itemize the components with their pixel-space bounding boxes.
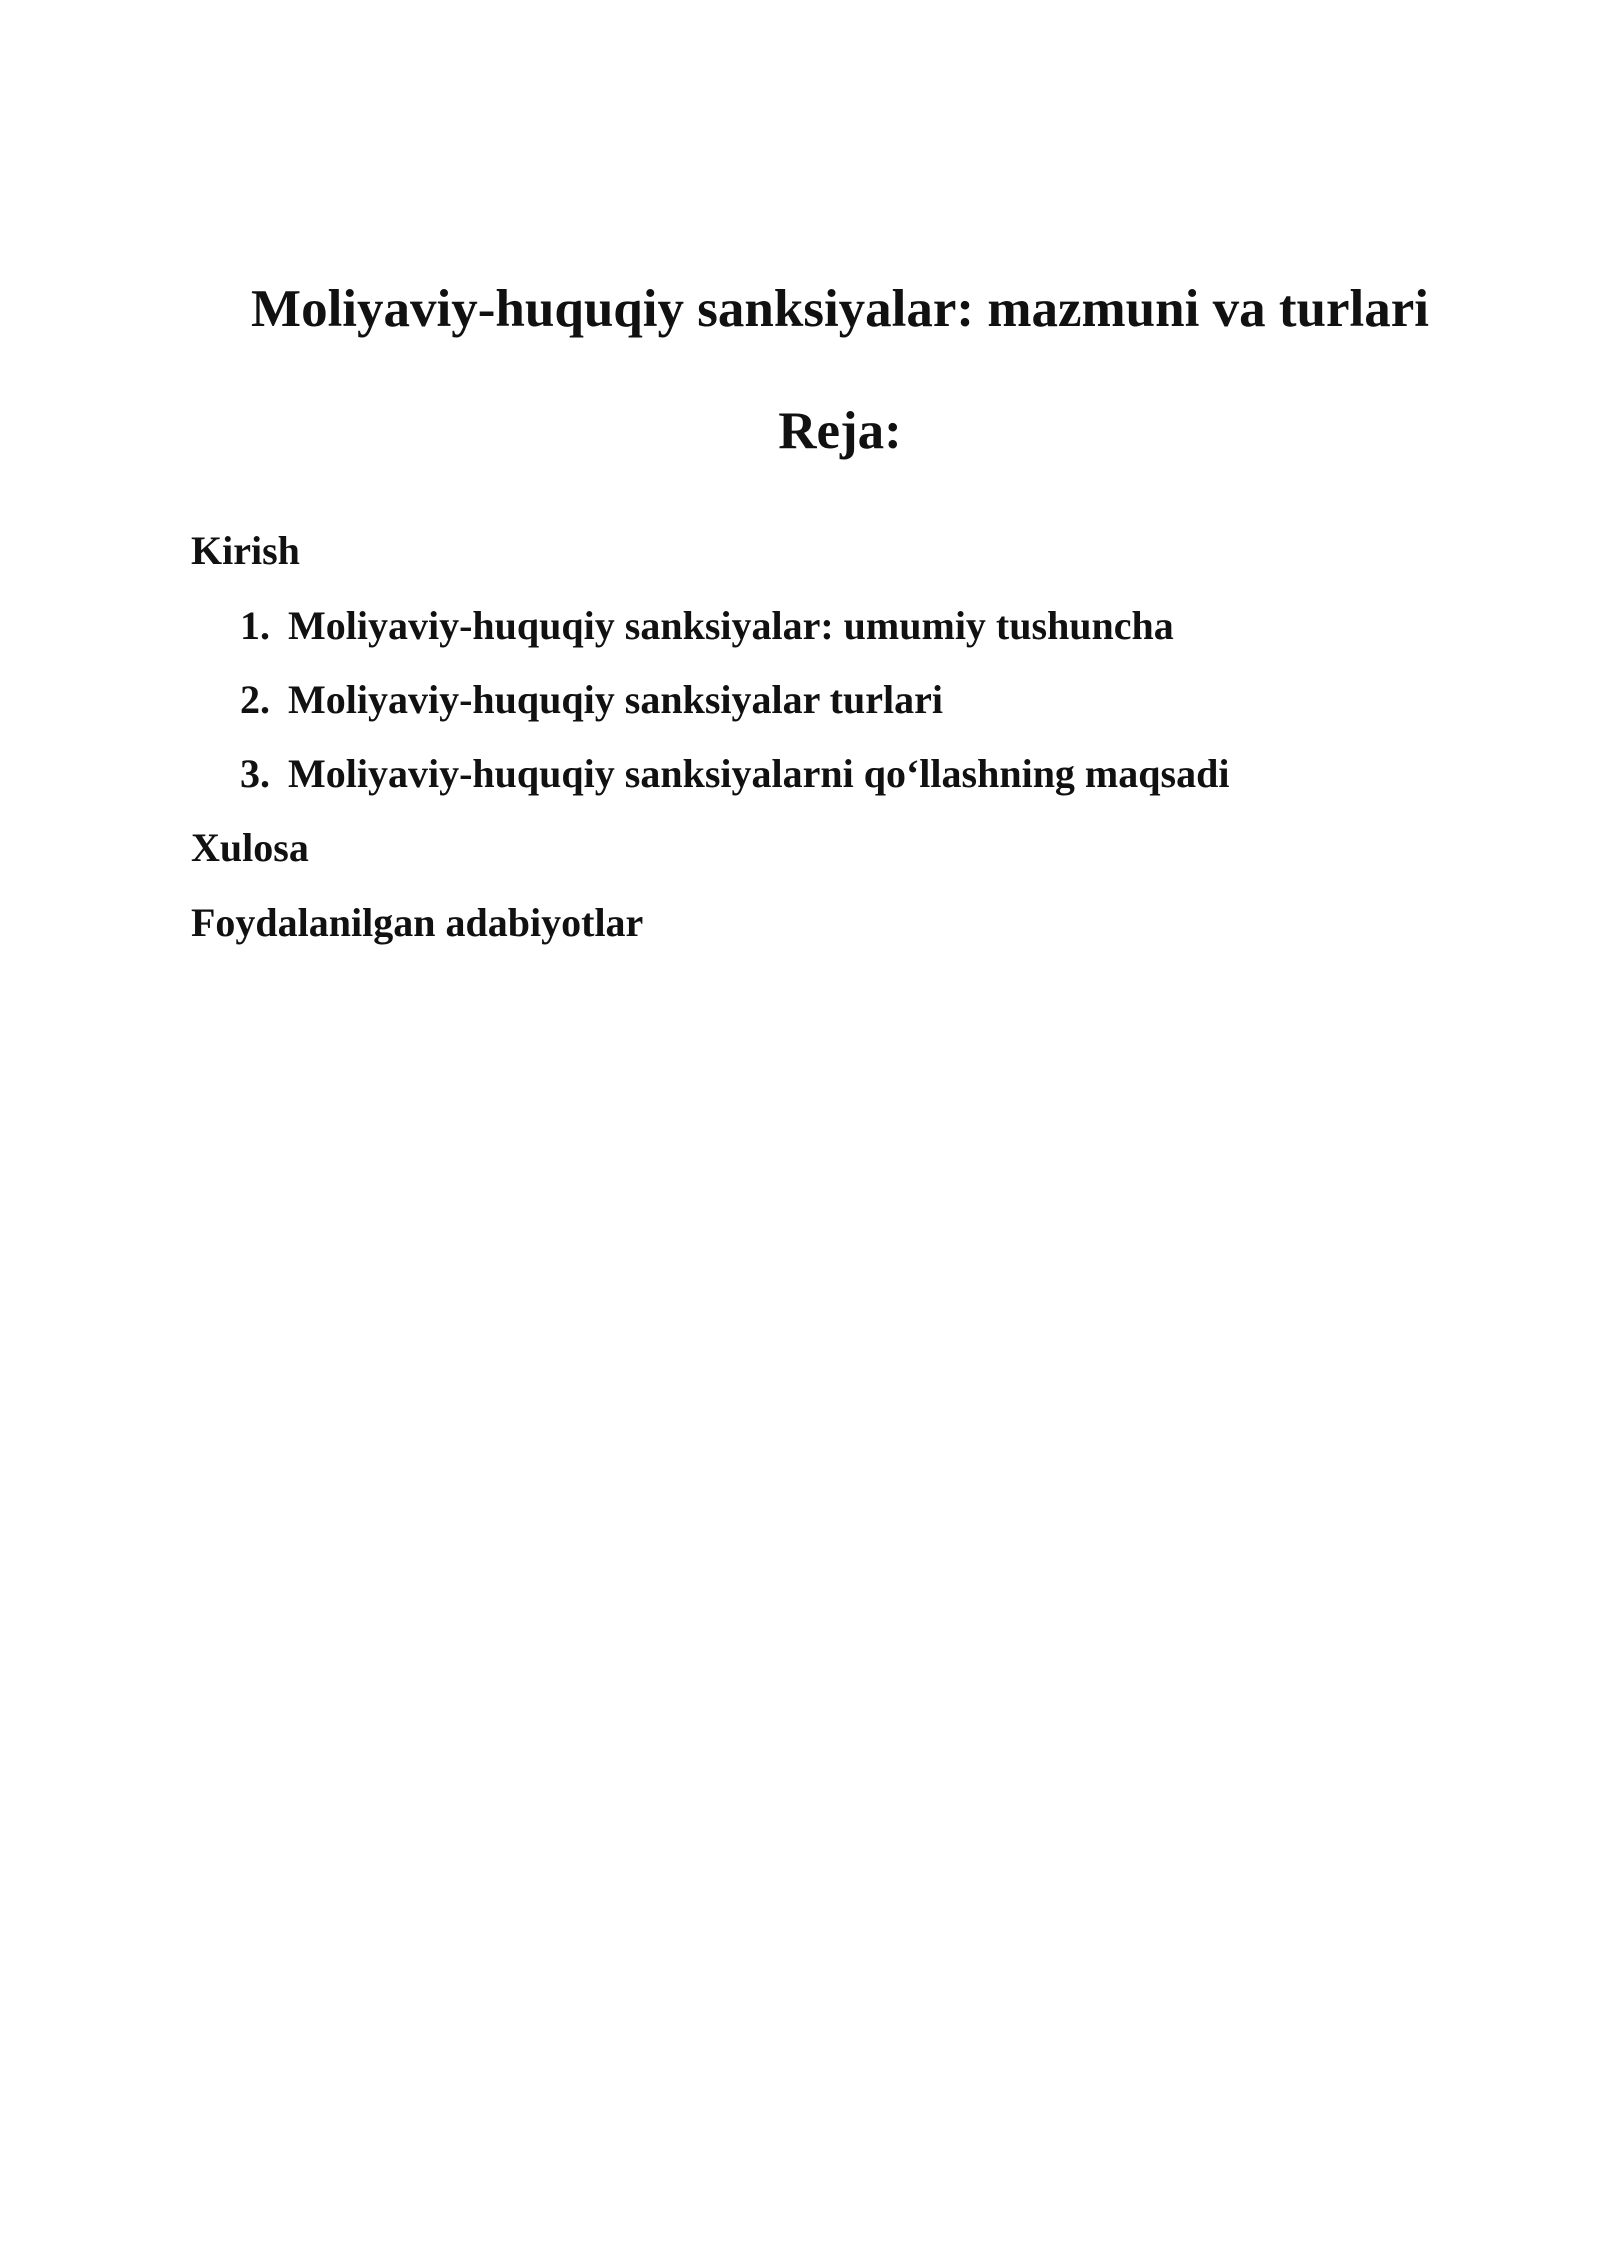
section-text: Moliyaviy-huquqiy sanksiyalar turlari xyxy=(288,677,943,722)
plan-section-3 xyxy=(240,749,1229,799)
plan-section-1 xyxy=(240,601,1174,651)
plan-item-intro: Kirish xyxy=(191,528,300,573)
plan-item-references: Foydalanilgan adabiyotlar xyxy=(191,900,644,945)
section-number: 3. xyxy=(240,751,270,796)
plan-section-2 xyxy=(240,675,943,725)
section-number: 1. xyxy=(240,603,270,648)
section-number: 2. xyxy=(240,677,270,722)
section-text: Moliyaviy-huquqiy sanksiyalarni qo‘llashning maqsadi xyxy=(288,751,1230,796)
section-text: Moliyaviy-huquqiy sanksiyalar: umumiy tushuncha xyxy=(288,603,1174,648)
plan-heading: Reja: xyxy=(778,402,902,460)
document-title: Moliyaviy-huquqiy sanksiyalar: mazmuni va turlari xyxy=(251,280,1429,338)
plan-item-conclusion: Xulosa xyxy=(191,825,309,870)
